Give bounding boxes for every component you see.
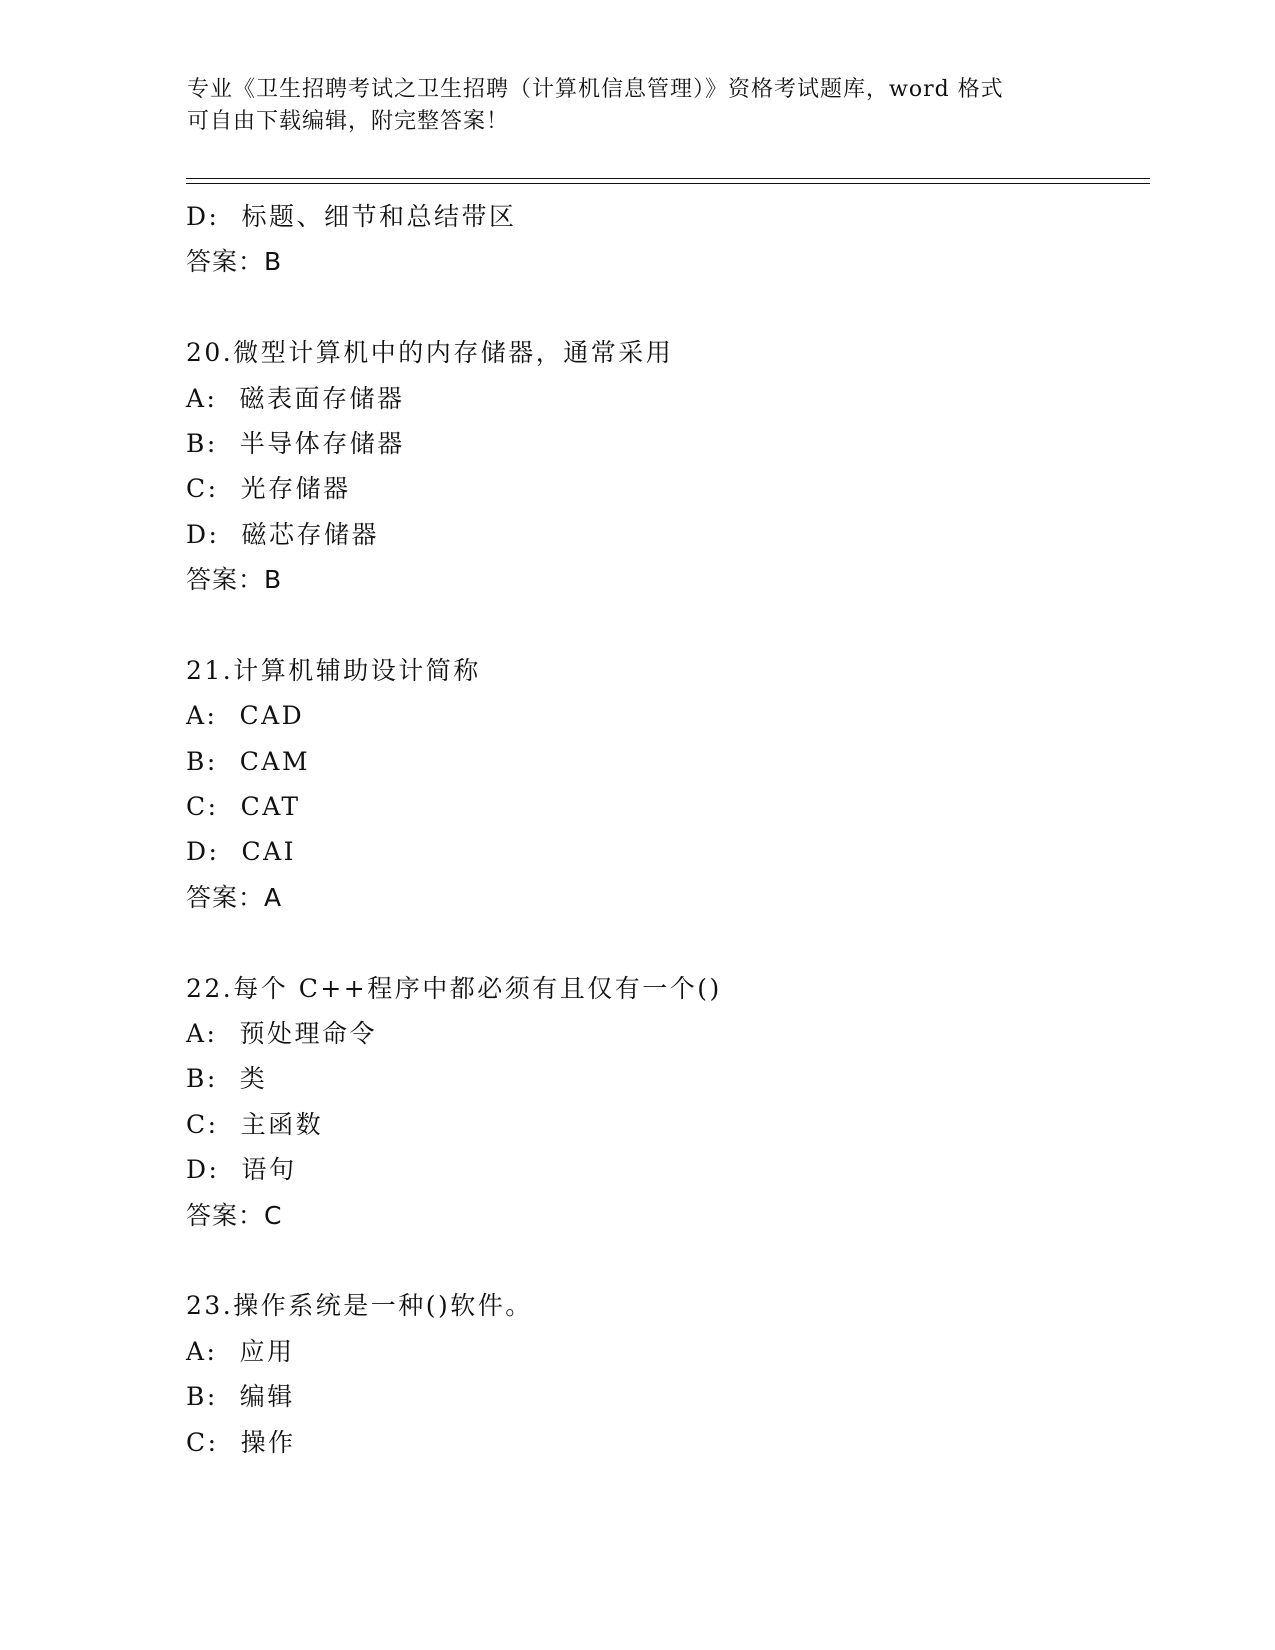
option-label: C: — [186, 1109, 219, 1139]
option-label: B: — [186, 1382, 218, 1412]
option-text: 应用 — [239, 1336, 295, 1366]
option-text: CAD — [239, 701, 305, 731]
option-text: 磁芯存储器 — [241, 519, 379, 549]
option-row — [186, 693, 1146, 738]
option-row — [186, 376, 1146, 421]
option-row — [186, 1420, 1146, 1465]
option-row — [186, 194, 1146, 239]
option-label: B: — [186, 746, 218, 776]
option-text: CAI — [241, 837, 297, 867]
option-row — [186, 784, 1146, 829]
option-label: C: — [186, 792, 219, 822]
option-label: D: — [186, 202, 220, 231]
option-text: 语句 — [241, 1155, 297, 1185]
answer-line: 答案：C — [186, 1200, 283, 1230]
header-divider-top — [186, 178, 1150, 179]
header-line-2: 可自由下载编辑，附完整答案！ — [187, 109, 510, 134]
question-list — [186, 194, 1146, 1465]
option-text: CAM — [239, 746, 311, 776]
option-text: CAT — [240, 792, 301, 822]
option-label: B: — [186, 1064, 218, 1094]
option-row — [186, 512, 1146, 557]
option-row — [186, 1102, 1146, 1147]
option-label: A: — [186, 1019, 218, 1049]
option-text: 磁表面存储器 — [239, 383, 405, 413]
option-label: C: — [186, 1427, 219, 1457]
answer-line: 答案：B — [186, 565, 283, 595]
option-row — [186, 1011, 1146, 1056]
option-text: 主函数 — [240, 1109, 324, 1139]
header-line-1: 专业《卫生招聘考试之卫生招聘（计算机信息管理）》资格考试题库，word 格式 — [187, 77, 1004, 102]
option-text: 编辑 — [239, 1382, 295, 1412]
option-text: 光存储器 — [240, 474, 351, 504]
option-text: 操作 — [240, 1427, 296, 1457]
option-text: 标题、细节和总结带区 — [241, 202, 517, 231]
option-label: A: — [186, 383, 218, 413]
question-stem: 22.每个 C++程序中都必须有且仅有一个() — [186, 973, 722, 1003]
option-row — [186, 421, 1146, 466]
question-stem: 23.操作系统是一种()软件。 — [186, 1291, 533, 1321]
answer-line: 答案：B — [186, 247, 283, 277]
option-row — [186, 739, 1146, 784]
option-text: 半导体存储器 — [239, 428, 405, 458]
option-row — [186, 1374, 1146, 1419]
option-label: D: — [186, 837, 220, 867]
option-label: D: — [186, 1155, 220, 1185]
option-row — [186, 466, 1146, 511]
option-label: B: — [186, 428, 218, 458]
question-stem: 21.计算机辅助设计简称 — [186, 655, 481, 685]
header-divider-bottom — [186, 183, 1150, 184]
answer-line: 答案：A — [186, 882, 283, 912]
document-header — [187, 74, 1087, 138]
option-row — [186, 1056, 1146, 1101]
option-label: A: — [186, 701, 218, 731]
option-row — [186, 1147, 1146, 1192]
option-label: C: — [186, 474, 219, 504]
option-label: D: — [186, 519, 220, 549]
option-text: 预处理命令 — [239, 1019, 377, 1049]
option-text: 类 — [239, 1064, 268, 1094]
option-row — [186, 1329, 1146, 1374]
option-label: A: — [186, 1336, 218, 1366]
option-row — [186, 829, 1146, 874]
question-stem: 20.微型计算机中的内存储器，通常采用 — [186, 338, 674, 368]
